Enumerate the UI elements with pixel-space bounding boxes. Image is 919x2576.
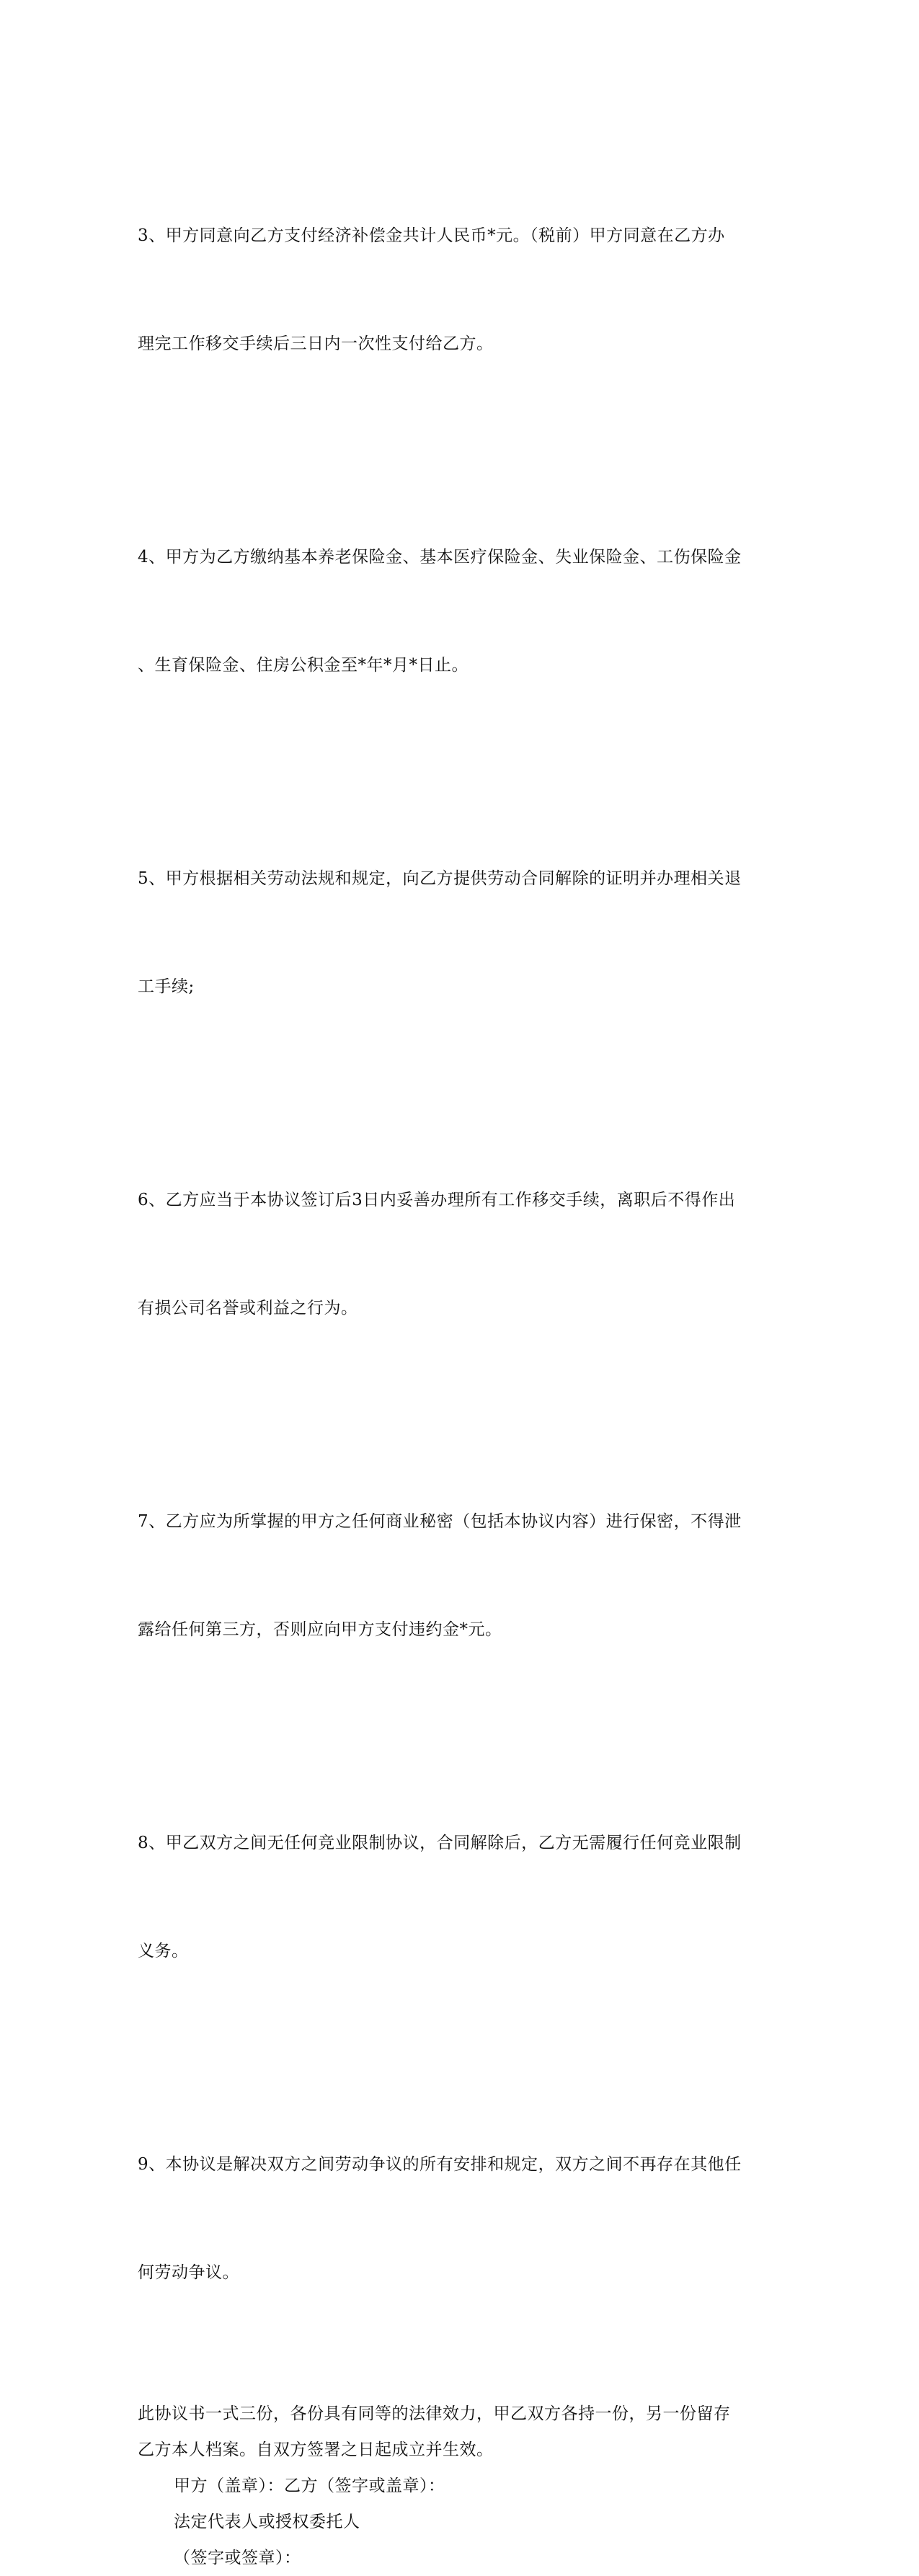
- clause-3: [138, 146, 776, 434]
- signature-parties: 甲方（盖章）：乙方（签字或盖章）：: [174, 2477, 445, 2495]
- closing-line: 乙方本人档案。自双方签署之日起成立并生效。: [138, 2440, 494, 2459]
- clause-line: 有损公司名誉或利益之行为。: [138, 1299, 358, 1318]
- clause-4: [138, 467, 776, 755]
- clause-line: 、生育保险金、住房公积金至*年*月*日止。: [138, 656, 469, 675]
- clause-9: [138, 2074, 776, 2363]
- clause-line: 何劳动争议。: [138, 2263, 239, 2282]
- clause-line: 3、甲方同意向乙方支付经济补偿金共计人民币*元。（税前）甲方同意在乙方办: [138, 226, 725, 245]
- clause-line: 工手续;: [138, 977, 195, 996]
- signature-note: （签字或签章）：: [174, 2549, 301, 2567]
- clause-line: 8、甲乙双方之间无任何竞业限制协议，合同解除后，乙方无需履行任何竞业限制: [138, 1834, 742, 1852]
- clause-7: [138, 1431, 776, 1720]
- clause-line: 义务。: [138, 1942, 189, 1960]
- clause-line: 5、甲方根据相关劳动法规和规定，向乙方提供劳动合同解除的证明并办理相关退: [138, 869, 742, 888]
- closing-paragraph: [138, 2396, 776, 2468]
- clause-line: 理完工作移交手续后三日内一次性支付给乙方。: [138, 334, 494, 353]
- clause-5: [138, 789, 776, 1077]
- closing-line: 此协议书一式三份，各份具有同等的法律效力，甲乙双方各持一份，另一份留存: [138, 2404, 731, 2423]
- signature-representative: 法定代表人或授权委托人: [174, 2513, 360, 2531]
- clause-6: [138, 1110, 776, 1398]
- clause-line: 露给任何第三方，否则应向甲方支付违约金*元。: [138, 1620, 502, 1639]
- clause-line: 4、甲方为乙方缴纳基本养老保险金、基本医疗保险金、失业保险金、工伤保险金: [138, 548, 742, 567]
- clause-8: [138, 1753, 776, 2041]
- clause-line: 6、乙方应当于本协议签订后3日内妥善办理所有工作移交手续，离职后不得作出: [138, 1191, 736, 1209]
- clause-line: 9、本协议是解决双方之间劳动争议的所有安排和规定，双方之间不再存在其他任: [138, 2155, 742, 2174]
- clause-line: 7、乙方应为所掌握的甲方之任何商业秘密（包括本协议内容）进行保密，不得泄: [138, 1512, 742, 1531]
- document-body: [138, 146, 776, 2576]
